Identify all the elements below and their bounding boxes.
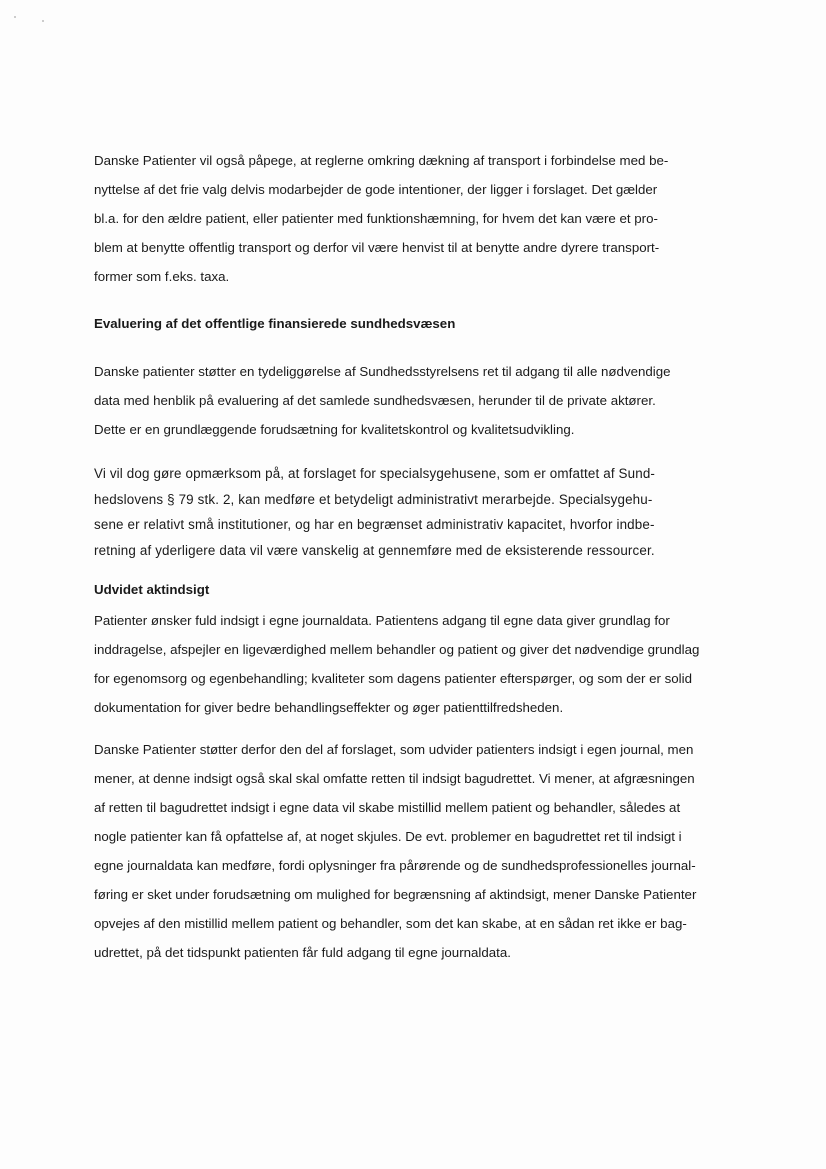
scan-speck	[42, 20, 44, 22]
text-line: udrettet, på det tidspunkt patienten får fuld adgang til egne journaldata.	[94, 945, 511, 960]
text-line: data med henblik på evaluering af det samlede sundhedsvæsen, herunder til de private aktører.	[94, 393, 656, 408]
text-line: sene er relativt små institutioner, og har en begrænset administrativ kapacitet, hvorfor indbe-	[94, 517, 655, 532]
paragraph-journaldata	[94, 606, 744, 722]
text-line: Dette er en grundlæggende forudsætning for kvalitetskontrol og kvalitetsudvikling.	[94, 422, 575, 437]
text-line: Danske Patienter vil også påpege, at reglerne omkring dækning af transport i forbindelse med be-	[94, 153, 669, 168]
text-line: opvejes af den mistillid mellem patient og behandler, som det kan skabe, at en sådan ret ikke er bag-	[94, 916, 687, 931]
scan-speck	[14, 16, 16, 18]
text-line: dokumentation for giver bedre behandlingseffekter og øger patienttilfredsheden.	[94, 700, 564, 715]
text-line: Vi vil dog gøre opmærksom på, at forslaget for specialsygehusene, som er omfattet af Sund-	[94, 466, 656, 481]
text-line: Patienter ønsker fuld indsigt i egne journaldata. Patientens adgang til egne data giver grundlag for	[94, 613, 670, 628]
text-line: retning af yderligere data vil være vanskelig at gennemføre med de eksisterende ressourcer.	[94, 542, 655, 558]
paragraph-specialsygehuse	[94, 461, 744, 563]
text-line: mener, at denne indsigt også skal skal omfatte retten til indsigt bagudrettet. Vi mener, at afgræsningen	[94, 771, 695, 786]
text-line: egne journaldata kan medføre, fordi oplysninger fra pårørende og de sundhedsprofessionelles journal-	[94, 858, 696, 873]
paragraph-evaluering	[94, 357, 744, 444]
section-heading-evaluering: Evaluering af det offentlige finansierede sundhedsvæsen	[94, 316, 456, 331]
text-line: Danske Patienter støtter derfor den del af forslaget, som udvider patienters indsigt i egen journal, men	[94, 742, 694, 757]
text-line: inddragelse, afspejler en ligeværdighed mellem behandler og patient og giver det nødvendige grundlag	[94, 642, 700, 657]
text-line: af retten til bagudrettet indsigt i egne data vil skabe mistillid mellem patient og behandler, således at	[94, 800, 681, 815]
text-line: hedslovens § 79 stk. 2, kan medføre et betydeligt administrativt merarbejde. Specialsygehu-	[94, 491, 653, 507]
text-line: bl.a. for den ældre patient, eller patienter med funktionshæmning, for hvem det kan være et pro-	[94, 211, 658, 226]
section-heading-aktindsigt: Udvidet aktindsigt	[94, 582, 210, 597]
text-line: nogle patienter kan få opfattelse af, at noget skjules. De evt. problemer en bagudrettet ret til indsigt i	[94, 829, 682, 844]
text-line: føring er sket under forudsætning om mulighed for begrænsning af aktindsigt, mener Danske Patienter	[94, 887, 697, 902]
paragraph-bagudrettet	[94, 735, 744, 967]
text-line: for egenomsorg og egenbehandling; kvaliteter som dagens patienter efterspørger, og som der er solid	[94, 671, 692, 686]
text-line: former som f.eks. taxa.	[94, 269, 230, 284]
paragraph-transport	[94, 146, 744, 291]
text-line: Danske patienter støtter en tydeliggørelse af Sundhedsstyrelsens ret til adgang til alle nødvendige	[94, 364, 671, 379]
text-line: nyttelse af det frie valg delvis modarbejder de gode intentioner, der ligger i forslaget. Det gælder	[94, 182, 658, 197]
text-line: blem at benytte offentlig transport og derfor vil være henvist til at benytte andre dyrere transport-	[94, 240, 660, 255]
